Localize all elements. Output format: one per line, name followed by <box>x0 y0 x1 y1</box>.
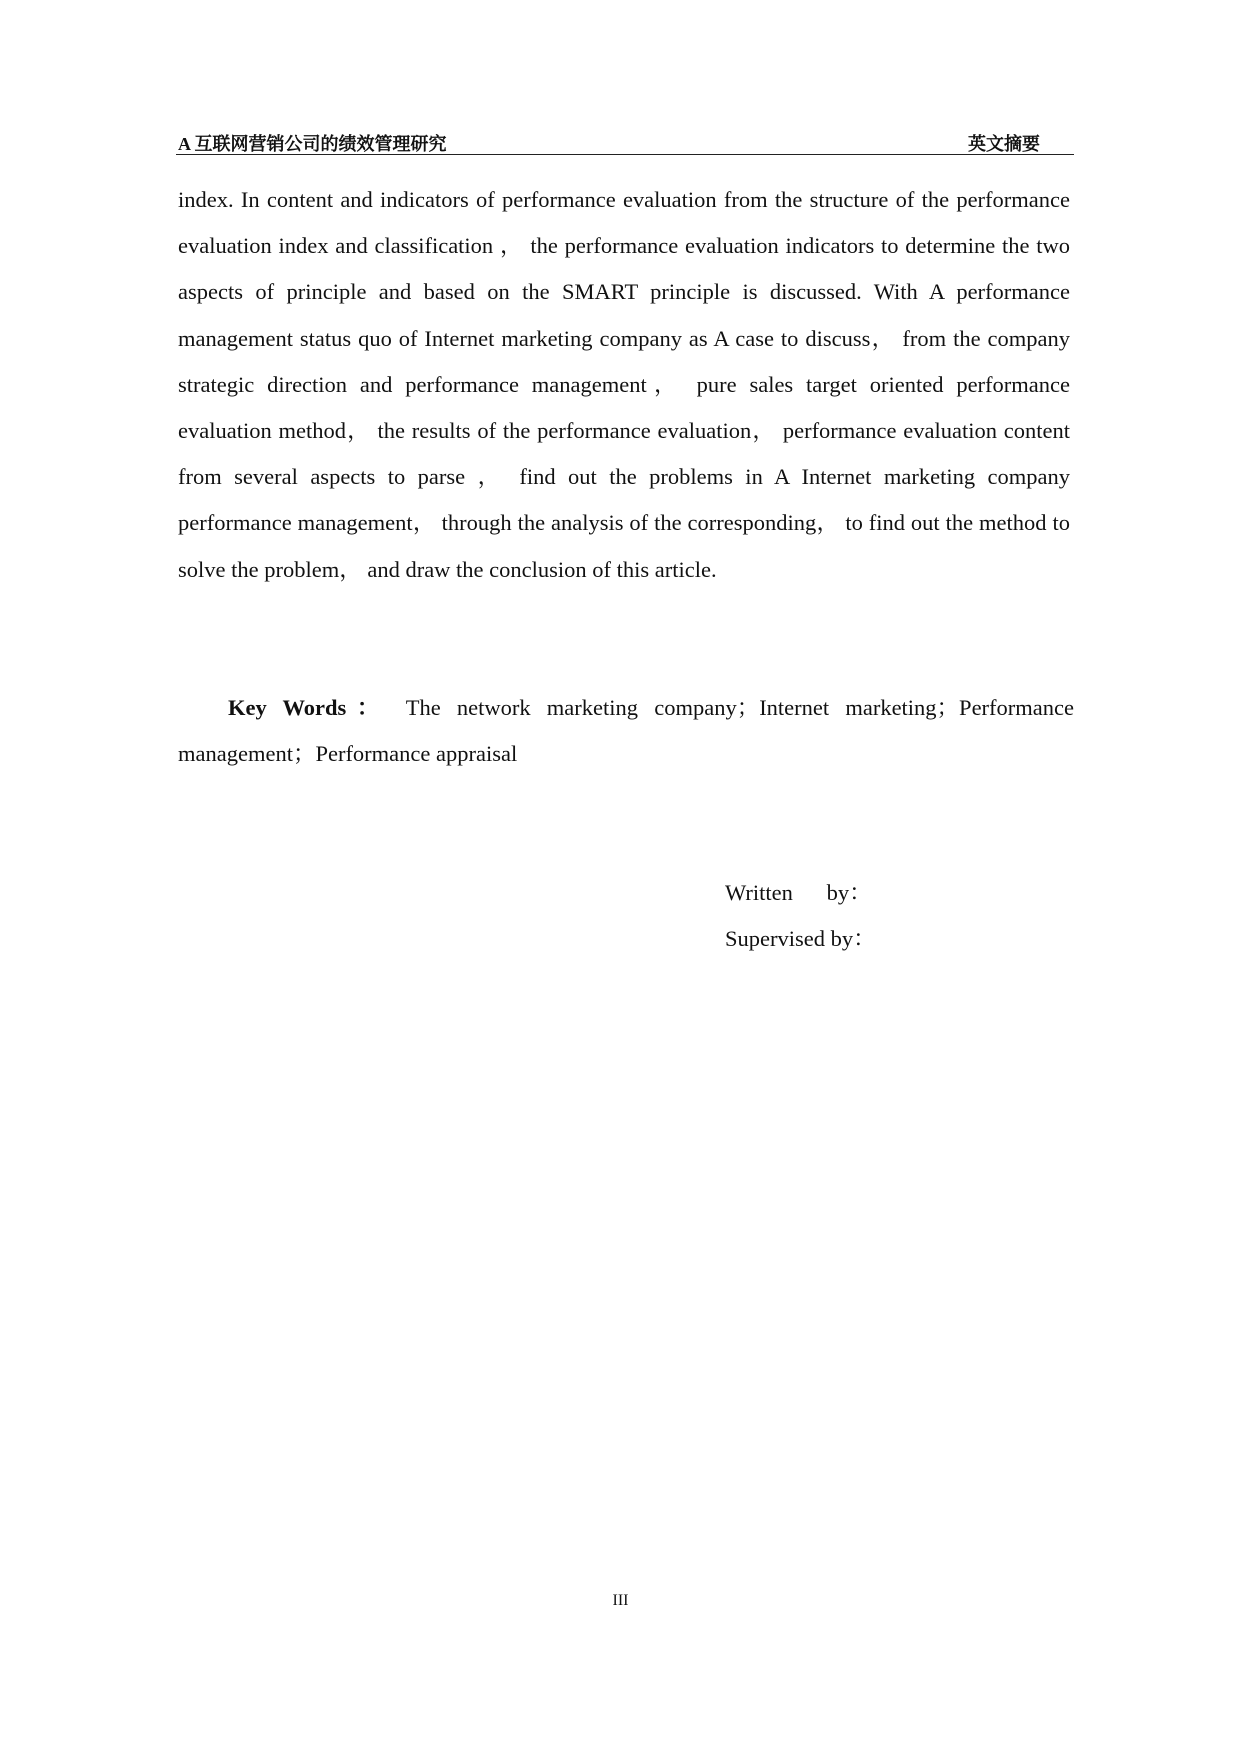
keywords-label: Key Words： <box>228 695 390 720</box>
page-number: III <box>612 1592 629 1609</box>
signature-block <box>725 870 876 962</box>
keywords-paragraph <box>178 685 1074 777</box>
written-by-line: Written by： <box>725 880 872 905</box>
header-section-title: 英文摘要 <box>968 134 1040 154</box>
supervised-by-line: Supervised by： <box>725 926 876 951</box>
keywords-text: The network marketing company；Internet marketing；Performance management；Performance appraisal <box>178 695 1074 766</box>
running-header <box>176 128 1074 155</box>
abstract-body <box>178 177 1070 593</box>
header-thesis-title: A 互联网营销公司的绩效管理研究 <box>178 134 447 154</box>
abstract-paragraph: index. In content and indicators of performance evaluation from the structure of the performance evaluation index and classification ， the performance evaluation indicators to determine the two aspects of principle and based on the SMART principle is discussed. With A performance management status quo of Internet marketing company as A case to discuss， from the company strategic direction and performance management， pure sales target oriented performance evaluation method， the results of the performance evaluation， performance evaluation content from several aspects to parse ， find out the problems in A Internet marketing company performance management， through the analysis of the corresponding， to find out the method to solve the problem， and draw the conclusion of this article. <box>178 187 1070 582</box>
keywords-block <box>178 685 1074 777</box>
